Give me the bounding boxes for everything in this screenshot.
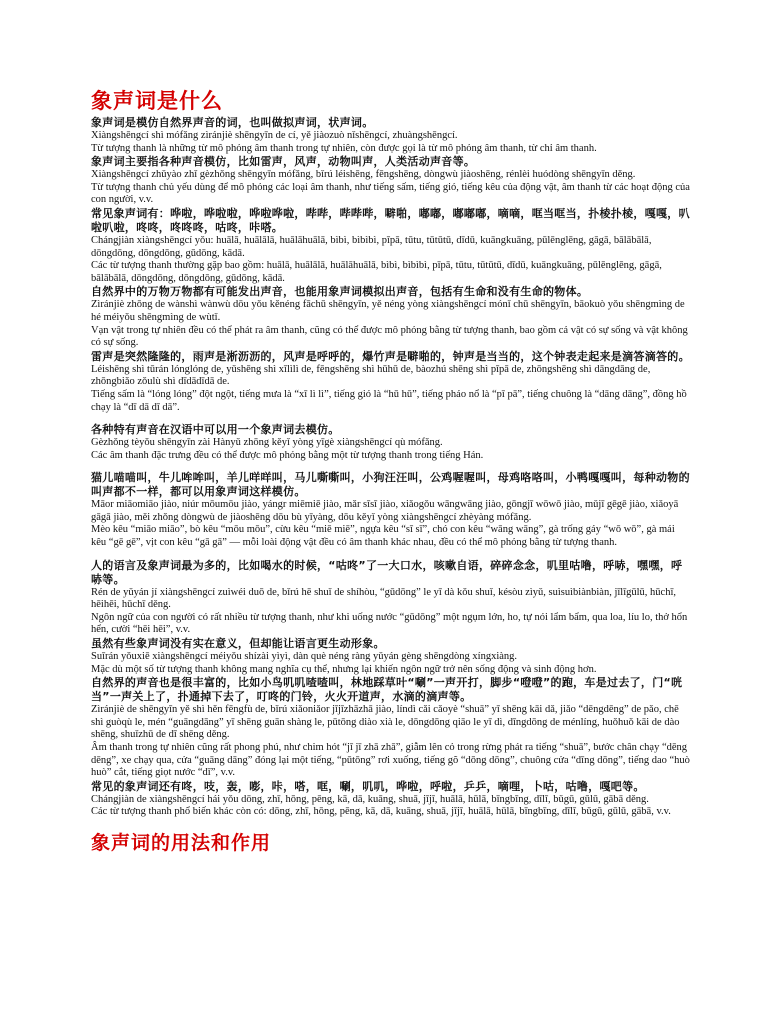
- vietnamese-translation: Mèo kêu “miāo miāo”, bò kêu “mōu mōu”, cừu kêu “miē miē”, ngựa kêu “sī sī”, chó con kêu “wāng wāng”, gà trống gáy “wō wō”, gà mái kêu “gē gē”, vịt con kêu “gā gā” — mỗi loài động vật đều có âm thanh khác nhau, đều có thể mô phỏng bằng từ tượng thanh.: [91, 524, 675, 549]
- paragraph-block: [91, 285, 691, 349]
- vietnamese-translation: Mặc dù một số từ tượng thanh không mang nghĩa cụ thể, nhưng lại khiến ngôn ngữ trở nên sống động và sinh động hơn.: [91, 663, 597, 675]
- pinyin-line: Zìránjiè de shēngyīn yě shì hěn fēngfù de, bǐrú xiǎoniǎor jījīzhāzhā jiào, líndì cǎi cǎoyè “shuā” yī shēng kāi dǎ, jiǎo “dēngdēng” de pǎo, chē shì guòqù le, mén “guāngdāng” yī shēng guān shàng le, pūtōng diào xià le, dōngdōng qiāo le yī dì, dīngdōng de ménlíng, huǒhuǒ kāi de dào shēng, shuǐzhū de dī shēng děng.: [91, 704, 680, 741]
- vietnamese-translation: Các từ tượng thanh thường gặp bao gồm: huālā, huālālā, huālāhuālā, bìbì, bìbìbì, pīpā, tūtu, tūtūtū, dīdū, kuāngkuāng, pūlēnglēng, gāgā, bālābālā, dōngdōng, dōngdōng, gūdōng, kādā.: [91, 260, 662, 284]
- paragraph-block: [91, 423, 691, 462]
- paragraph-block: [91, 207, 691, 285]
- pinyin-line: Zìránjiè zhōng de wànshì wànwù dōu yǒu kěnéng fāchū shēngyīn, yě néng yòng xiàngshēngcí mónǐ chū shēngyīn, bāokuò yǒu shēngmìng de hé méiyǒu shēngmìng de wùtǐ.: [91, 299, 685, 323]
- chinese-sentence: 象声词是模仿自然界声音的词，也叫做拟声词，状声词。: [91, 116, 374, 129]
- vietnamese-translation: Ngôn ngữ của con người có rất nhiều từ tượng thanh, như khi uống nước “gūdōng” một ngụm lớn, ho, tự nói lẩm bẩm, qua loa, líu lo, thở hổn hển, cười “hēi hēi”, v.v.: [91, 611, 688, 636]
- vietnamese-translation: Vạn vật trong tự nhiên đều có thể phát ra âm thanh, cũng có thể được mô phỏng bằng từ tượng thanh, bao gồm cả vật có sự sống và vật không có sự sống.: [91, 324, 688, 349]
- pinyin-line: Léishēng shì tūrán lónglóng de, yǔshēng shì xīlìlì de, fēngshēng shì hūhū de, bàozhú shēng shì pīpā de, zhōngshēng shì dāngdāng de, zhōngbiǎo zǒulù shì dīdādīdā de.: [91, 363, 651, 388]
- chinese-sentence: 自然界的声音也是很丰富的，比如小鸟叽叽喳喳叫，林地踩草叶“唰”一声开打，脚步“噔噔”的跑，车是过去了，门“咣当”一声关上了，扑通掉下去了，叮咚的门铃，火火开道声，水滴的滴声等。: [91, 676, 683, 704]
- paragraph-block: [91, 471, 691, 549]
- paragraph-block: [91, 559, 691, 637]
- chinese-sentence: 雷声是突然隆隆的，雨声是淅沥沥的，风声是呼呼的，爆竹声是噼啪的，钟声是当当的，这个钟表走起来是滴答滴答的。: [91, 349, 690, 363]
- vietnamese-translation: Các từ tượng thanh phổ biến khác còn có: dōng, zhī, hōng, pēng, kā, dā, kuāng, shuā, jījī, huālā, hūlā, bīngbīng, dīlī, bǔgū, gūlū, gābā, v.v.: [91, 806, 671, 818]
- pinyin-line: Xiàngshēngcí zhǔyào zhǐ gèzhǒng shēngyīn mófǎng, bǐrú léishēng, fēngshēng, dòngwù jiàoshēng, rénlèi huódòng shēngyīn děng.: [91, 169, 636, 181]
- vietnamese-translation: Từ tượng thanh chủ yếu dùng để mô phỏng các loại âm thanh, như tiếng sấm, tiếng gió, tiếng kêu của động vật, âm thanh từ các hoạt động của con người, v.v.: [91, 181, 690, 206]
- content-sections: [91, 116, 691, 819]
- page-title: 象声词是什么: [91, 89, 223, 113]
- section-spacer: [91, 550, 691, 559]
- pinyin-line: Rén de yǔyán jí xiàngshēngcí zuìwéi duō de, bǐrú hē shuǐ de shíhòu, “gūdōng” le yī dà kǒu shuǐ, késòu zìyǔ, suìsuìbiànbiàn, jīlīgūlū, hūchī, hēihēi, hūchī děng.: [91, 586, 676, 611]
- paragraph-block: [91, 637, 691, 676]
- paragraph-block: [91, 780, 691, 819]
- document-page: [91, 88, 691, 855]
- paragraph-block: [91, 676, 691, 780]
- section-heading: 象声词的用法和作用: [91, 831, 272, 854]
- pinyin-line: Chángjiàn de xiàngshēngcí hái yǒu dōng, zhī, hōng, pēng, kā, dā, kuāng, shuā, jījī, huālā, hūlā, bīngbīng, dīlī, bǔgū, gūlū, gābā děng.: [91, 793, 649, 805]
- section-spacer: [91, 414, 691, 423]
- vietnamese-translation: Các âm thanh đặc trưng đều có thể được mô phỏng bằng một từ tượng thanh trong tiếng Hán.: [91, 449, 484, 461]
- pinyin-line: Chángjiàn xiàngshēngcí yǒu: huālā, huālālā, huālāhuālā, bìbì, bìbìbì, pīpā, tūtu, tūtūtū, dīdū, kuāngkuāng, pūlēnglēng, gāgā, bālābālā, dōngdōng, dōngdōng, gūdōng, kādā.: [91, 234, 652, 259]
- pinyin-line: Xiàngshēngcí shì mófǎng zìránjiè shēngyīn de cí, yě jiàozuò nǐshēngcí, zhuàngshēngcí.: [91, 130, 458, 141]
- chinese-sentence: 猫儿喵喵叫，牛儿哞哞叫，羊儿咩咩叫，马儿嘶嘶叫，小狗汪汪叫，公鸡喔喔叫，母鸡咯咯叫，小鸭嘎嘎叫，每种动物的叫声都不一样，都可以用象声词这样模仿。: [91, 471, 690, 499]
- paragraph-block: [91, 350, 691, 414]
- vietnamese-translation: Tiếng sấm là “lóng lóng” đột ngột, tiếng mưa là “xī lì lì”, tiếng gió là “hū hū”, tiếng pháo nổ là “pī pā”, tiếng chuông là “dāng dāng”, đồng hồ chạy là “dī dā dī dā”.: [91, 388, 687, 413]
- paragraph-block: [91, 155, 691, 207]
- chinese-sentence: 虽然有些象声词没有实在意义，但却能让语言更生动形象。: [91, 637, 385, 651]
- section-spacer: [91, 462, 691, 471]
- pinyin-line: Suīrán yǒuxiē xiàngshēngcí méiyǒu shízài yìyì, dàn què néng ràng yǔyán gèng shēngdòng xíngxiàng.: [91, 651, 518, 663]
- chinese-sentence: 常见的象声词还有咚，吱，轰，嘭，咔，嗒，哐，唰，叽叽，哗啦，呼啦，乒乒，嘀哩，卜咕，咕噜，嘎吧等。: [91, 779, 645, 793]
- pinyin-line: Māor miāomiāo jiào, niúr mōumōu jiào, yángr miēmiē jiào, mǎr sīsī jiào, xiǎogǒu wāngwāng jiào, gōngjī wōwō jiào, mǔjī gēgē jiào, xiǎoyā gāgā jiào, měi zhǒng dòngwù de jiàoshēng dōu bù yīyàng, dōu kěyǐ yòng xiàngshēngcí zhèyàng mófǎng.: [91, 499, 679, 523]
- vietnamese-translation: Âm thanh trong tự nhiên cũng rất phong phú, như chim hót “jī jī zhā zhā”, giẫm lên cỏ trong rừng phát ra tiếng “shuā”, bước chân chạy “dēng dēng”, xe chạy qua, cửa “guāng dāng” đóng lại một tiếng, “pūtōng” rơi xuống, tiếng gõ “dōng dōng”, chuông cửa “dīng dōng”, tiếng dao “huò huò” cắt, tiếng giọt nước “dī”, v.v.: [91, 742, 690, 779]
- chinese-sentence: 象声词主要指各种声音模仿，比如雷声，风声，动物叫声，人类活动声音等。: [91, 155, 476, 169]
- vietnamese-translation: Từ tượng thanh là những từ mô phỏng âm thanh trong tự nhiên, còn được gọi là từ mô phỏng âm thanh, từ chỉ âm thanh.: [91, 142, 597, 154]
- pinyin-line: Gèzhǒng tèyǒu shēngyīn zài Hànyǔ zhōng kěyǐ yòng yīgè xiàngshēngcí qù mófǎng.: [91, 437, 443, 449]
- chinese-sentence: 人的语言及象声词最为多的，比如喝水的时候，“咕咚”了一大口水，咳嗽自语，碎碎念念，叽里咕噜，呼哧，嘿嘿，呼哧等。: [91, 558, 683, 586]
- chinese-sentence: 各种特有声音在汉语中可以用一个象声词去模仿。: [91, 423, 340, 437]
- paragraph-block: [91, 116, 691, 155]
- chinese-sentence: 自然界中的万物万物都有可能发出声音，也能用象声词模拟出声音，包括有生命和没有生命的物体。: [91, 285, 589, 299]
- chinese-sentence: 常见象声词有：哗啦，哗啦啦，哗啦哗啦，哔哔，哔哔哔，噼啪，嘟嘟，嘟嘟嘟，嘀嘀，哐当哐当，扑棱扑棱，嘎嘎，叭啦叭啦，咚咚，咚咚咚，咕咚，咔嗒。: [91, 206, 690, 234]
